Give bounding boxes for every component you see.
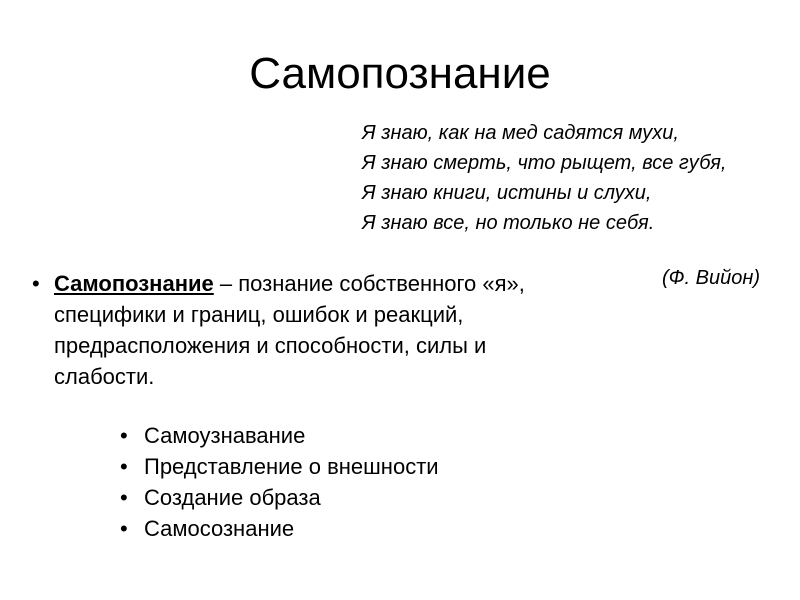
list-item-label: Самоузнавание [144,423,306,448]
list-item-label: Самосознание [144,516,295,541]
list-item [120,451,439,482]
definition-body: – познание собственного «я», специфики и границ, ошибок и реакций, предрасположения и способности, силы и слабости. [54,271,525,389]
list-item [120,420,439,451]
list-item [120,482,439,513]
bullet-dot: • [32,271,40,296]
epigraph-quote [362,122,782,289]
aspects-list [120,420,439,544]
bullet-dot: • [120,485,128,510]
quote-line-4: Я знаю все, но только не себя. [362,212,655,234]
bullet-dot: • [120,454,128,479]
quote-line-1: Я знаю, как на мед садятся мухи, [362,122,679,144]
definition-term: Самопознание [54,271,214,296]
bullet-dot: • [120,423,128,448]
list-item-label: Создание образа [144,485,321,510]
list-item-label: Представление о внешности [144,454,439,479]
slide-title: Самопознание [249,49,551,98]
definition-bullet [32,268,552,392]
quote-author: (Ф. Вийон) [662,267,761,289]
bullet-dot: • [120,516,128,541]
definition-text [54,268,552,392]
quote-line-3: Я знаю книги, истины и слухи, [362,182,652,204]
quote-line-2: Я знаю смерть, что рыщет, все губя, [362,152,727,174]
list-item [120,513,439,544]
